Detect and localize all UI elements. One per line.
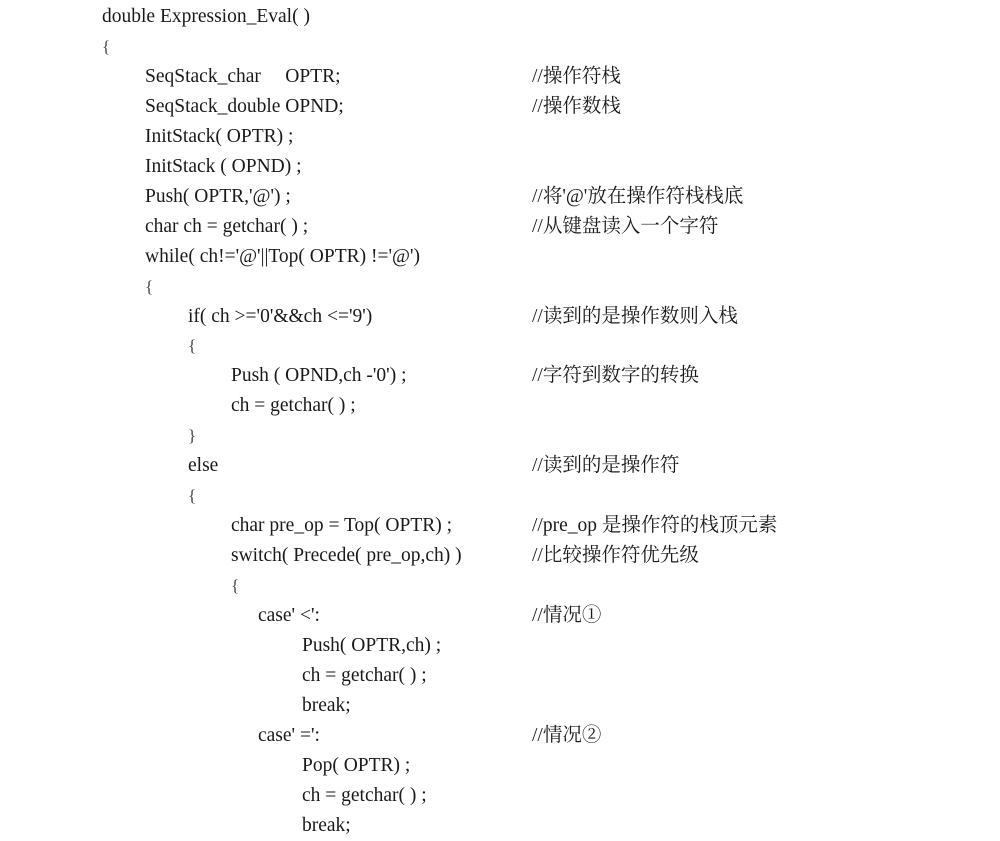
code-line — [0, 331, 1000, 361]
code-line — [0, 421, 1000, 451]
code-comment: //操作数栈 — [532, 95, 621, 117]
code-line — [0, 481, 1000, 511]
code-line — [0, 781, 1000, 811]
code-line — [0, 391, 1000, 421]
code-line — [0, 212, 1000, 242]
code-text: ch = getchar( ) ; — [302, 664, 427, 686]
code-text: } — [188, 426, 197, 446]
code-comment: //读到的是操作数则入栈 — [532, 305, 738, 327]
code-text: case' <': — [258, 605, 320, 626]
code-line — [0, 661, 1000, 691]
code-line — [0, 541, 1000, 571]
code-text: { — [188, 336, 197, 356]
code-line — [0, 2, 1000, 32]
code-line — [0, 32, 1000, 62]
code-line — [0, 511, 1000, 541]
code-text: { — [231, 576, 240, 596]
code-line — [0, 571, 1000, 601]
code-line — [0, 302, 1000, 332]
code-text: break; — [302, 814, 351, 836]
code-line — [0, 152, 1000, 182]
code-text: Pop( OPTR) ; — [302, 754, 411, 776]
code-line — [0, 721, 1000, 751]
code-line — [0, 691, 1000, 721]
code-line — [0, 92, 1000, 122]
code-text: char ch = getchar( ) ; — [145, 215, 309, 237]
code-text: break; — [302, 694, 351, 716]
code-line — [0, 272, 1000, 302]
code-comment: //情况① — [532, 605, 602, 626]
code-line — [0, 182, 1000, 212]
code-line — [0, 242, 1000, 272]
code-text: { — [188, 486, 197, 506]
code-text: switch( Precede( pre_op,ch) ) — [231, 545, 462, 567]
code-line — [0, 451, 1000, 481]
code-comment: //情况② — [532, 724, 602, 746]
code-text: char pre_op = Top( OPTR) ; — [231, 515, 453, 537]
code-text: InitStack( OPTR) ; — [145, 125, 294, 147]
code-text: SeqStack_char OPTR; — [145, 65, 341, 87]
code-comment: //将'@'放在操作符栈栈底 — [532, 185, 744, 207]
code-comment: //字符到数字的转换 — [532, 365, 699, 387]
code-line — [0, 631, 1000, 661]
code-text: InitStack ( OPND) ; — [145, 155, 302, 177]
code-line — [0, 751, 1000, 781]
code-comment: //操作符栈 — [532, 65, 621, 87]
code-comment: //pre_op 是操作符的栈顶元素 — [532, 515, 778, 537]
code-text: case' =': — [258, 724, 320, 746]
code-text: Push( OPTR,'@') ; — [145, 185, 291, 207]
code-line — [0, 601, 1000, 631]
code-text: Push ( OPND,ch -'0') ; — [231, 365, 407, 387]
code-line — [0, 811, 1000, 841]
code-text: { — [102, 36, 111, 56]
code-text: ch = getchar( ) ; — [231, 395, 356, 417]
code-comment: //比较操作符优先级 — [532, 545, 699, 567]
code-comment: //从键盘读入一个字符 — [532, 215, 719, 237]
code-text: if( ch >='0'&&ch <='9') — [188, 305, 373, 327]
code-text: Push( OPTR,ch) ; — [302, 634, 442, 656]
code-line — [0, 361, 1000, 391]
code-line — [0, 62, 1000, 92]
code-text: double Expression_Eval( ) — [102, 6, 310, 27]
code-text: { — [145, 276, 154, 296]
code-text: ch = getchar( ) ; — [302, 784, 427, 806]
code-text: else — [188, 455, 219, 477]
code-text: SeqStack_double OPND; — [145, 95, 344, 117]
code-text: while( ch!='@'||Top( OPTR) !='@') — [145, 245, 420, 267]
code-line — [0, 122, 1000, 152]
code-comment: //读到的是操作符 — [532, 455, 680, 477]
